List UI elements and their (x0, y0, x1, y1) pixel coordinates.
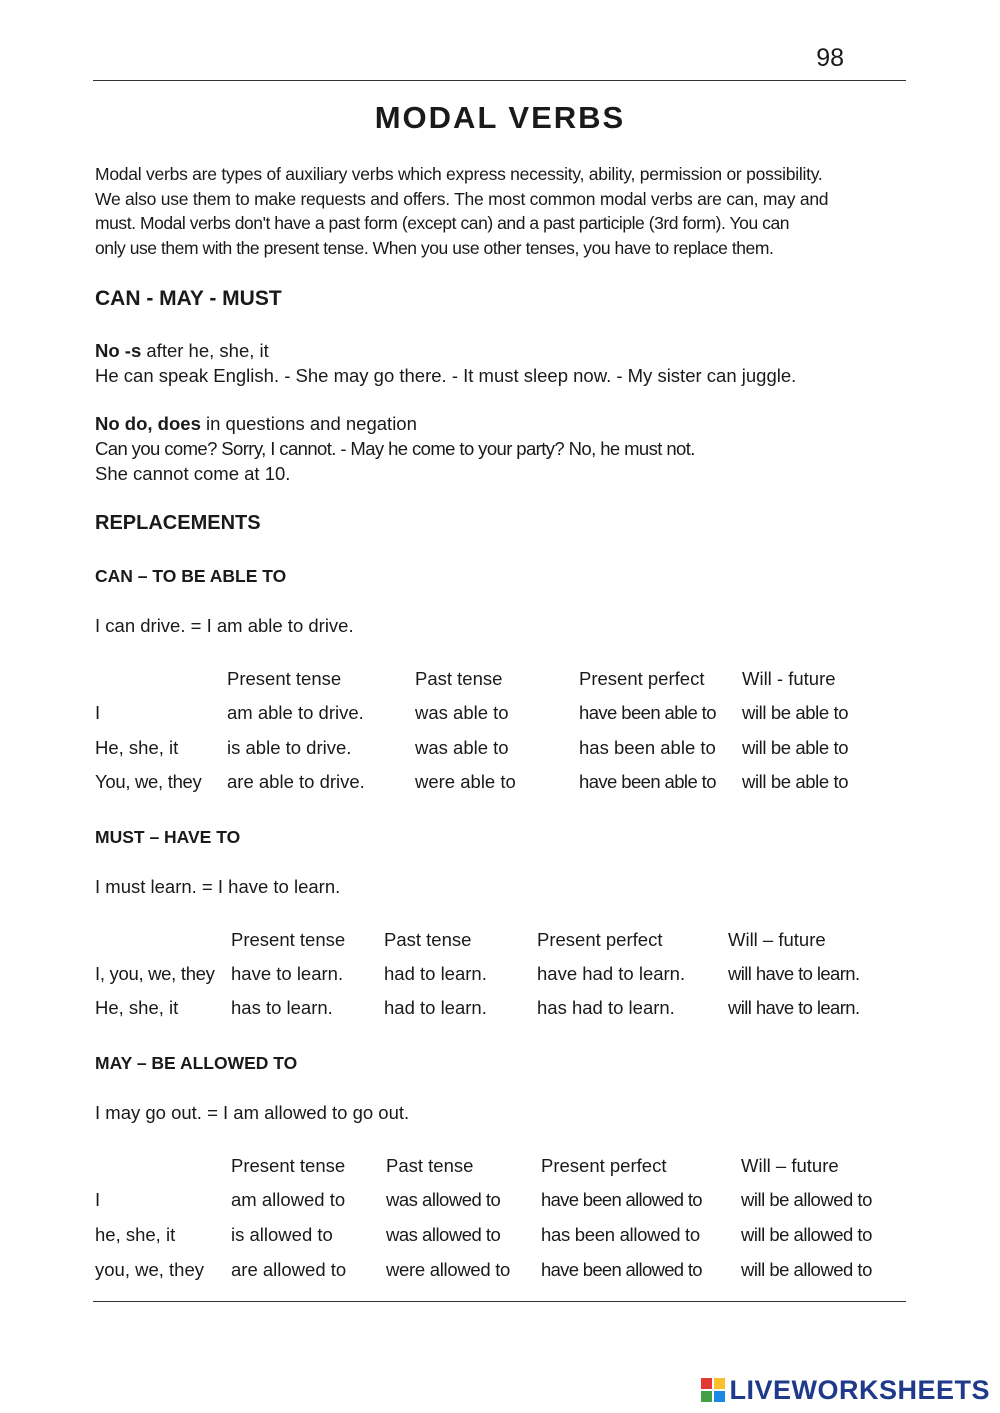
table-cell: was allowed to (386, 1224, 501, 1245)
page-title: MODAL VERBS (374, 100, 626, 135)
table-cell: have been allowed to (541, 1189, 702, 1210)
column-header: Present tense (231, 1155, 346, 1176)
subheading-may: MAY – BE ALLOWED TO (95, 1053, 298, 1073)
table-cell: have been allowed to (541, 1259, 702, 1280)
table-cell: had to learn. (384, 963, 487, 984)
logo-square (714, 1391, 725, 1402)
table-cell: has to learn. (231, 997, 333, 1018)
column-header: Will – future (741, 1155, 839, 1176)
liveworksheets-logo-icon (701, 1378, 725, 1402)
column-header: Will – future (728, 929, 826, 950)
logo-text: LIVEWORKSHEETS (729, 1374, 990, 1405)
intro-line: only use them with the present tense. When you use other tenses, you have to replace them. (95, 237, 774, 258)
table-cell: will have to learn. (728, 963, 860, 984)
must-example: I must learn. = I have to learn. (95, 876, 341, 897)
table-cell: was allowed to (386, 1189, 501, 1210)
top-divider (93, 80, 906, 81)
subject-cell: I (95, 1189, 101, 1210)
table-cell: has been allowed to (541, 1224, 700, 1245)
rule-no-do-example: Can you come? Sorry, I cannot. - May he come to your party? No, he must not. (95, 438, 695, 459)
table-cell: was able to (415, 702, 509, 723)
table-cell: are able to drive. (227, 771, 365, 792)
table-cell: have been able to (579, 771, 716, 792)
column-header: Past tense (415, 668, 503, 689)
table-cell: have had to learn. (537, 963, 686, 984)
column-header: Present perfect (537, 929, 663, 950)
page-number: 98 (816, 44, 844, 72)
section-heading-replacements: REPLACEMENTS (95, 512, 261, 534)
column-header: Present perfect (579, 668, 705, 689)
subheading-must: MUST – HAVE TO (95, 827, 241, 847)
may-example: I may go out. = I am allowed to go out. (95, 1102, 410, 1123)
table-cell: am allowed to (231, 1189, 346, 1210)
subject-cell: He, she, it (95, 997, 179, 1018)
subject-cell: He, she, it (95, 737, 179, 758)
section-heading-can-may-must: CAN - MAY - MUST (95, 287, 282, 310)
table-cell: will be allowed to (741, 1259, 872, 1280)
table-cell: will be allowed to (741, 1224, 872, 1245)
table-cell: has been able to (579, 737, 716, 758)
subject-cell: You, we, they (95, 771, 202, 792)
subject-cell: I (95, 702, 101, 723)
table-cell: were able to (415, 771, 516, 792)
column-header: Will - future (742, 668, 836, 689)
intro-line: Modal verbs are types of auxiliary verbs which express necessity, ability, permission or possibility. (95, 164, 823, 184)
table-cell: will be able to (742, 737, 849, 758)
rule-no-s-rest: after he, she, it (141, 340, 269, 361)
table-cell: is allowed to (231, 1224, 333, 1245)
column-header: Past tense (384, 929, 472, 950)
logo-square (701, 1391, 712, 1402)
can-example: I can drive. = I am able to drive. (95, 615, 354, 636)
logo-square (714, 1378, 725, 1389)
table-cell: will be able to (742, 771, 849, 792)
bottom-divider (93, 1301, 906, 1302)
intro-line: must. Modal verbs don't have a past form (except can) and a past participle (3rd form). You can (95, 213, 790, 233)
column-header: Past tense (386, 1155, 474, 1176)
liveworksheets-logo[interactable] (701, 1373, 990, 1407)
column-header: Present perfect (541, 1155, 667, 1176)
table-cell: has had to learn. (537, 997, 675, 1018)
logo-square (701, 1378, 712, 1389)
table-cell: will be able to (742, 702, 849, 723)
subject-cell: I, you, we, they (95, 963, 215, 984)
table-cell: was able to (415, 737, 509, 758)
subject-cell: you, we, they (95, 1259, 205, 1280)
column-header: Present tense (227, 668, 342, 689)
column-header: Present tense (231, 929, 346, 950)
table-cell: will have to learn. (728, 997, 860, 1018)
subject-cell: he, she, it (95, 1224, 176, 1245)
table-cell: am able to drive. (227, 702, 364, 723)
table-cell: had to learn. (384, 997, 487, 1018)
table-cell: have been able to (579, 702, 716, 723)
subheading-can: CAN – TO BE ABLE TO (95, 566, 287, 586)
table-cell: have to learn. (231, 963, 344, 984)
rule-no-do-rest: in questions and negation (200, 413, 417, 434)
rule-no-do-example-2: She cannot come at 10. (95, 463, 291, 484)
table-cell: were allowed to (386, 1259, 511, 1280)
rule-no-do (95, 412, 417, 437)
table-cell: will be allowed to (741, 1189, 872, 1210)
table-cell: are allowed to (231, 1259, 347, 1280)
intro-paragraph (95, 162, 903, 260)
rule-no-s-example: He can speak English. - She may go there. - It must sleep now. - My sister can juggle. (95, 365, 797, 386)
rule-no-s (95, 339, 269, 364)
table-cell: is able to drive. (227, 737, 352, 758)
rule-no-s-bold: No -s (95, 340, 142, 361)
intro-line: We also use them to make requests and offers. The most common modal verbs are can, may and (95, 188, 829, 209)
rule-no-do-bold: No do, does (95, 413, 201, 434)
